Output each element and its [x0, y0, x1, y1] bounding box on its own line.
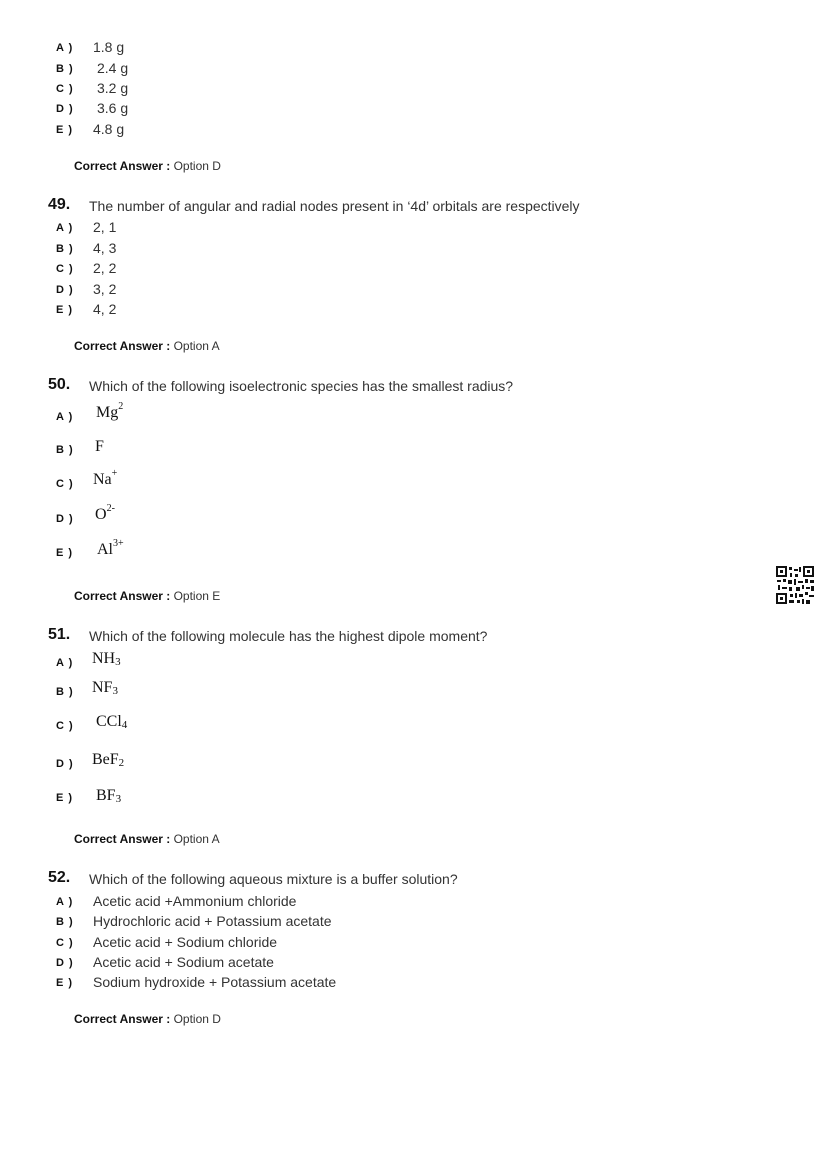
question-number: 51.: [48, 626, 71, 643]
option-label: E ): [56, 977, 74, 989]
formula-base: Al: [97, 541, 113, 558]
option-formula: [95, 438, 104, 456]
option-text: 2.4 g: [97, 60, 129, 76]
question-text: The number of angular and radial nodes present in ‘4d’ orbitals are respectively: [89, 198, 580, 214]
option-text: 2, 2: [93, 260, 117, 276]
question-number: 50.: [48, 376, 71, 393]
option-text: 3.6 g: [97, 100, 129, 116]
option-label: A ): [56, 411, 74, 423]
qr-code-icon: [775, 565, 815, 605]
option-label: B ): [56, 444, 74, 456]
option-text: 4, 2: [93, 301, 117, 317]
option-text: 3, 2: [93, 281, 117, 297]
correct-answer: [74, 339, 220, 353]
option-text: Hydrochloric acid + Potassium acetate: [93, 913, 332, 929]
option-formula: [92, 751, 124, 769]
option-label: D ): [56, 957, 74, 969]
correct-answer: [74, 589, 220, 603]
option-formula: [92, 679, 118, 697]
option-text: 4.8 g: [93, 121, 125, 137]
option-label: B ): [56, 243, 74, 255]
formula-charge: 3+: [113, 537, 124, 549]
formula-charge: 2: [118, 400, 124, 412]
option-formula: [96, 713, 127, 731]
option-label: D ): [56, 758, 74, 770]
correct-answer-label: Correct Answer :: [74, 832, 171, 846]
option-text: Acetic acid +Ammonium chloride: [93, 893, 297, 909]
option-label: B ): [56, 63, 74, 75]
formula-subscript: 3: [112, 685, 118, 697]
correct-answer-value: Option E: [173, 589, 221, 603]
formula-subscript: 3: [115, 793, 122, 805]
option-label: E ): [56, 304, 74, 316]
option-label: E ): [56, 124, 74, 136]
option-text: Acetic acid + Sodium chloride: [93, 934, 278, 950]
correct-answer-value: Option A: [173, 339, 220, 353]
formula-base: Mg: [96, 404, 119, 421]
question-text: Which of the following aqueous mixture is a buffer solution?: [89, 871, 458, 887]
formula-charge: 2-: [106, 502, 115, 514]
option-label: A ): [56, 657, 74, 669]
correct-answer-label: Correct Answer :: [74, 159, 171, 173]
option-label: E ): [56, 547, 74, 559]
option-label: D ): [56, 513, 74, 525]
option-label: A ): [56, 222, 74, 234]
formula-charge: +: [111, 467, 118, 479]
formula-subscript: 3: [115, 656, 121, 668]
option-text: 3.2 g: [97, 80, 129, 96]
formula-subscript: 4: [121, 719, 128, 731]
option-text: Acetic acid + Sodium acetate: [93, 954, 274, 970]
option-formula: [92, 650, 121, 668]
option-label: B ): [56, 686, 74, 698]
option-formula: [95, 502, 115, 524]
correct-answer: [74, 832, 220, 846]
option-label: A ): [56, 896, 74, 908]
option-text: Sodium hydroxide + Potassium acetate: [93, 974, 337, 990]
formula-base: NH: [92, 650, 116, 667]
option-text: 2, 1: [93, 219, 117, 235]
option-label: C ): [56, 478, 74, 490]
option-formula: [96, 400, 124, 422]
option-label: E ): [56, 792, 74, 804]
option-label: C ): [56, 263, 74, 275]
question-text: Which of the following molecule has the highest dipole moment?: [89, 628, 488, 644]
formula-base: BeF: [92, 751, 119, 768]
correct-answer: [74, 1012, 221, 1026]
option-formula: [96, 787, 121, 805]
option-text: 4, 3: [93, 240, 117, 256]
correct-answer-value: Option D: [173, 1012, 221, 1026]
question-number: 52.: [48, 869, 71, 886]
formula-subscript: 2: [118, 757, 125, 769]
option-text: 1.8 g: [93, 39, 125, 55]
option-label: D ): [56, 103, 74, 115]
formula-base: F: [95, 438, 104, 455]
formula-base: BF: [96, 787, 116, 804]
formula-base: Na: [93, 471, 112, 488]
option-formula: [93, 467, 118, 489]
question-number: 49.: [48, 196, 71, 213]
formula-base: O: [95, 506, 107, 523]
correct-answer-label: Correct Answer :: [74, 589, 171, 603]
correct-answer-value: Option A: [173, 832, 220, 846]
correct-answer-label: Correct Answer :: [74, 1012, 171, 1026]
option-label: D ): [56, 284, 74, 296]
correct-answer-label: Correct Answer :: [74, 339, 171, 353]
option-label: B ): [56, 916, 74, 928]
option-formula: [97, 537, 124, 559]
option-label: C ): [56, 720, 74, 732]
question-text: Which of the following isoelectronic species has the smallest radius?: [89, 378, 514, 394]
formula-base: CCl: [96, 713, 122, 730]
option-label: C ): [56, 937, 74, 949]
option-label: C ): [56, 83, 74, 95]
option-label: A ): [56, 42, 74, 54]
correct-answer-value: Option D: [173, 159, 221, 173]
correct-answer: [74, 159, 221, 173]
formula-base: NF: [92, 679, 113, 696]
